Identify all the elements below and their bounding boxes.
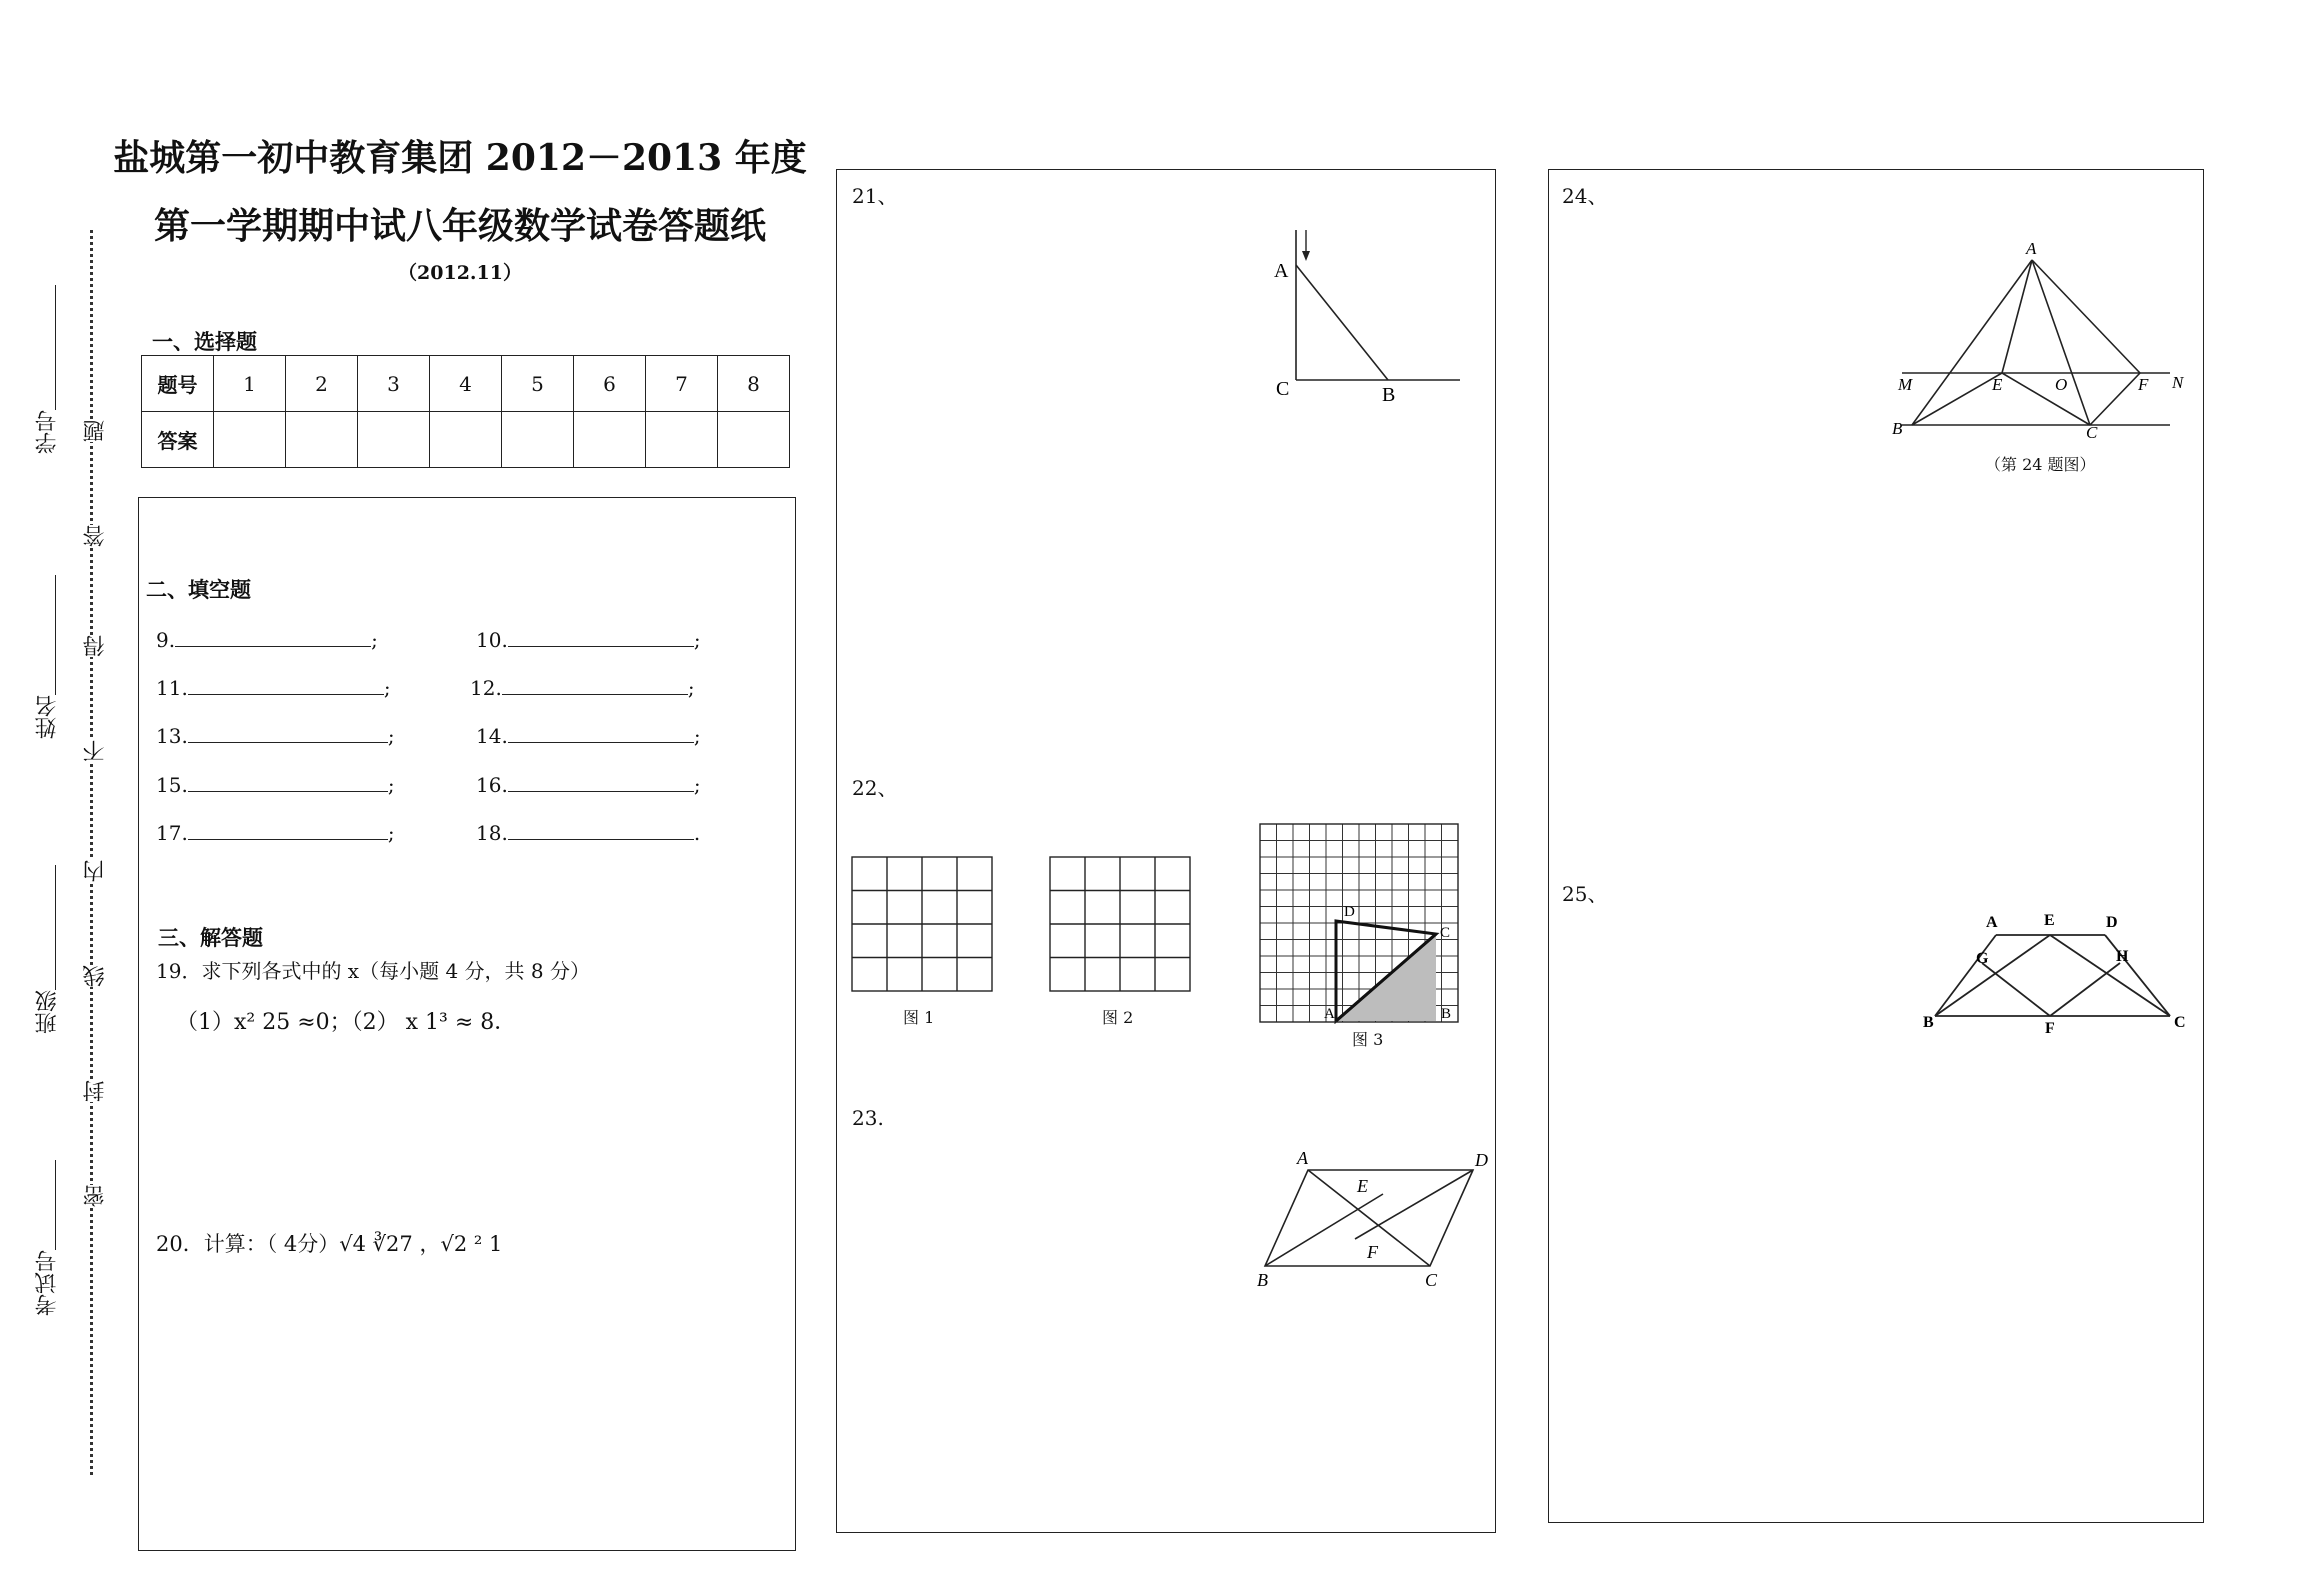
fig-label: C bbox=[2086, 423, 2098, 438]
fig-label: A bbox=[1324, 1006, 1335, 1022]
blank-number: 9. bbox=[156, 628, 176, 652]
seal-char: 得 bbox=[80, 635, 111, 657]
q24-figure bbox=[1890, 238, 2190, 438]
fig-label: A bbox=[2026, 239, 2037, 258]
fig-label: H bbox=[2116, 948, 2129, 965]
question-19: 19．求下列各式中的 x（每小题 4 分，共 8 分） bbox=[156, 959, 590, 983]
fig-label: A bbox=[1297, 1148, 1308, 1168]
page-title-line1: 盐城第一初中教育集团 2012－2013 年度 bbox=[113, 137, 807, 179]
answer-cell[interactable] bbox=[358, 412, 430, 468]
blank-number: 13. bbox=[156, 724, 188, 748]
blank-end: ; bbox=[693, 773, 701, 797]
fig-label: M bbox=[1898, 375, 1913, 394]
fig-label: E bbox=[1992, 375, 2003, 394]
class-label: 班级 bbox=[35, 990, 60, 1034]
fig-label: G bbox=[1976, 950, 1989, 967]
fig-label: B bbox=[1257, 1270, 1268, 1290]
blank-end: ; bbox=[383, 676, 391, 700]
q22-caption-1: 图 1 bbox=[903, 1008, 935, 1027]
answer-cell[interactable] bbox=[430, 412, 502, 468]
fig-label: E bbox=[2044, 912, 2055, 929]
fig-label: C bbox=[2174, 1014, 2186, 1031]
blank-11[interactable] bbox=[156, 676, 391, 700]
blank-end: ; bbox=[371, 628, 378, 652]
question-number: 7 bbox=[646, 356, 718, 412]
question-number: 1 bbox=[214, 356, 286, 412]
fig-label: A bbox=[1986, 914, 1998, 931]
seal-char: 题 bbox=[80, 420, 111, 442]
blank-end: ; bbox=[387, 724, 395, 748]
fig-label: F bbox=[2138, 375, 2149, 394]
blank-10[interactable] bbox=[476, 628, 701, 652]
answer-cell[interactable] bbox=[646, 412, 718, 468]
answer-cell[interactable] bbox=[214, 412, 286, 468]
exam-date: （2012.11） bbox=[398, 262, 522, 284]
blank-number: 11. bbox=[156, 676, 188, 700]
class-field[interactable] bbox=[55, 865, 56, 990]
question-20: 20．计算：（ 4分）√4 ∛27 ，√2 ² 1 bbox=[156, 1232, 503, 1256]
q21-figure bbox=[1260, 225, 1470, 415]
blank-number: 18. bbox=[476, 821, 508, 845]
student-no-label: 学号 bbox=[35, 410, 60, 454]
exam-no-label: 考试号 bbox=[35, 1250, 60, 1316]
blank-18[interactable] bbox=[476, 821, 700, 845]
answer-cell[interactable] bbox=[502, 412, 574, 468]
fig-label: D bbox=[2106, 914, 2118, 931]
name-field[interactable] bbox=[55, 575, 56, 695]
question-number: 5 bbox=[502, 356, 574, 412]
choice-answer-table bbox=[141, 355, 790, 468]
question-number: 8 bbox=[718, 356, 790, 412]
seal-char: 答 bbox=[80, 525, 111, 547]
seal-char: 不 bbox=[80, 740, 111, 762]
fig-label: E bbox=[1357, 1176, 1368, 1196]
fig-label: C bbox=[1276, 378, 1290, 400]
question-number: 4 bbox=[430, 356, 502, 412]
q24-caption: （第 24 题图） bbox=[1985, 455, 2096, 474]
q22-grid-1 bbox=[850, 855, 996, 995]
question-number: 6 bbox=[574, 356, 646, 412]
row-label-answer: 答案 bbox=[142, 412, 214, 468]
blank-number: 17. bbox=[156, 821, 188, 845]
question-19-parts: （1）x² 25 ≈0；（2） x 1³ ≈ 8． bbox=[176, 1010, 517, 1035]
fig-label: D bbox=[1344, 904, 1355, 920]
question-number: 2 bbox=[286, 356, 358, 412]
fig-label: B bbox=[1923, 1014, 1934, 1031]
fig-label: B bbox=[1382, 384, 1396, 406]
blank-end: ; bbox=[693, 724, 701, 748]
q23-figure bbox=[1255, 1148, 1495, 1298]
question-22-label: 22、 bbox=[852, 776, 898, 800]
fig-label: F bbox=[1367, 1242, 1378, 1262]
blank-16[interactable] bbox=[476, 773, 701, 797]
blank-number: 15. bbox=[156, 773, 188, 797]
question-21-label: 21、 bbox=[852, 184, 898, 208]
blank-9[interactable] bbox=[156, 628, 378, 652]
q22-caption-3: 图 3 bbox=[1352, 1030, 1384, 1049]
question-24-label: 24、 bbox=[1562, 184, 1608, 208]
fig-label: A bbox=[1274, 260, 1289, 282]
blank-13[interactable] bbox=[156, 724, 395, 748]
blank-number: 16. bbox=[476, 773, 508, 797]
answer-cell[interactable] bbox=[574, 412, 646, 468]
question-23-label: 23. bbox=[852, 1106, 884, 1130]
blank-number: 10. bbox=[476, 628, 508, 652]
fig-label: C bbox=[1425, 1270, 1438, 1290]
fig-label: O bbox=[2055, 375, 2068, 394]
blank-15[interactable] bbox=[156, 773, 395, 797]
student-no-field[interactable] bbox=[55, 285, 56, 410]
fig-label: B bbox=[1441, 1006, 1452, 1022]
section1-title: 一、选择题 bbox=[152, 329, 257, 354]
blank-number: 12. bbox=[470, 676, 502, 700]
blank-end: ; bbox=[387, 773, 395, 797]
seal-char: 密 bbox=[80, 1185, 111, 1207]
exam-no-field[interactable] bbox=[55, 1160, 56, 1250]
seal-char: 内 bbox=[80, 860, 111, 882]
fig-label: N bbox=[2172, 373, 2184, 392]
answer-cell[interactable] bbox=[286, 412, 358, 468]
fig-label: B bbox=[1892, 419, 1903, 438]
seal-dotted-line bbox=[90, 230, 93, 1475]
q22-grid-2 bbox=[1048, 855, 1194, 995]
q25-figure bbox=[1920, 905, 2200, 1045]
seal-char: 封 bbox=[80, 1080, 111, 1102]
blank-number: 14. bbox=[476, 724, 508, 748]
fig-label: F bbox=[2045, 1020, 2055, 1037]
blank-17[interactable] bbox=[156, 821, 395, 845]
name-label: 姓名 bbox=[35, 695, 60, 739]
question-number: 3 bbox=[358, 356, 430, 412]
fig-label: C bbox=[1440, 925, 1451, 941]
blank-end: ; bbox=[693, 628, 701, 652]
blank-14[interactable] bbox=[476, 724, 701, 748]
section2-title: 二、填空题 bbox=[146, 577, 251, 602]
page-title-line2: 第一学期期中试八年级数学试卷答题纸 bbox=[153, 205, 766, 247]
blank-end: . bbox=[693, 821, 701, 845]
blank-end: ; bbox=[687, 676, 695, 700]
q22-grid-3 bbox=[1258, 822, 1462, 1024]
q22-caption-2: 图 2 bbox=[1102, 1008, 1134, 1027]
question-25-label: 25、 bbox=[1562, 882, 1608, 906]
answer-cell[interactable] bbox=[718, 412, 790, 468]
section3-title: 三、解答题 bbox=[158, 925, 263, 950]
fig-label: D bbox=[1475, 1150, 1488, 1170]
blank-end: ; bbox=[387, 821, 395, 845]
seal-char: 线 bbox=[80, 965, 111, 987]
row-label-number: 题号 bbox=[142, 356, 214, 412]
blank-12[interactable] bbox=[470, 676, 695, 700]
